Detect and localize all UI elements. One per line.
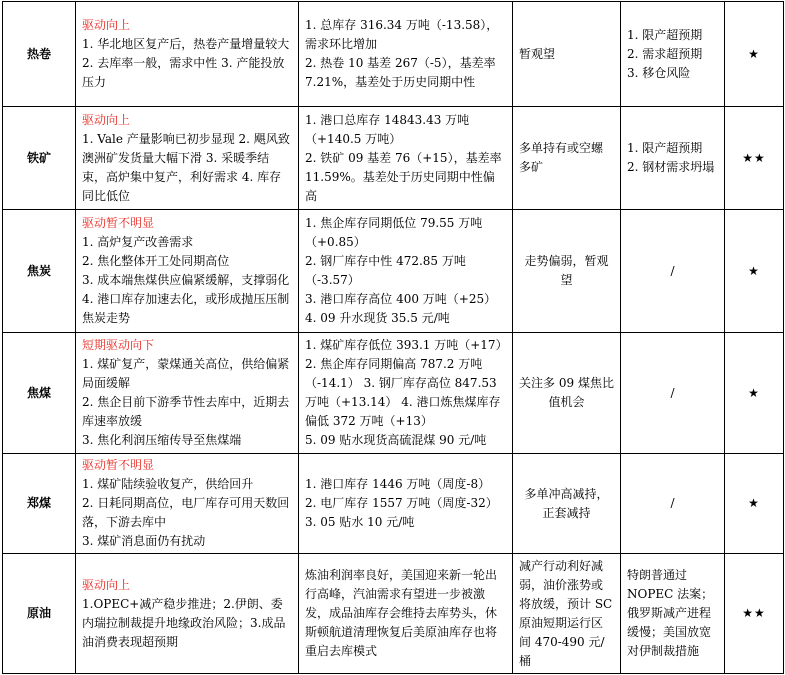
table-row xyxy=(3,333,784,454)
commodity-name: 热卷 xyxy=(3,2,76,107)
data-text: 2. 焦企库存同期偏高 787.2 万吨（-14.1） 3. 钢厂库存高位 847.53 万吨（+13.14） 4. 港口炼焦煤库存偏低 372 万吨（+13） xyxy=(305,357,501,428)
commodity-name: 郑煤 xyxy=(3,454,76,554)
view-cell xyxy=(513,554,621,674)
factor-text: 2. 焦化整体开工处同期高位 xyxy=(82,254,230,268)
commodity-name: 原油 xyxy=(3,554,76,674)
risk-text: 2. 钢材需求坍塌 xyxy=(627,160,715,174)
factor-text: 1.OPEC+减产稳步推进；2.伊朗、委内瑞拉制裁提升地缘政治风险；3.成品油消费表现超预期 xyxy=(82,596,286,649)
data-cell xyxy=(299,2,513,107)
risk-cell xyxy=(621,554,725,674)
commodity-strategy-table xyxy=(2,1,784,674)
table-row xyxy=(3,107,784,210)
factor-text: 3. 焦化利润压缩传导至焦煤端 xyxy=(82,433,242,447)
risk-text: / xyxy=(670,263,675,278)
risk-text: 3. 移仓风险 xyxy=(627,65,691,80)
data-text: 1. 港口库存 1446 万吨（周度-8） xyxy=(305,477,491,491)
factor-text: 3. 煤矿消息面仍有扰动 xyxy=(82,534,206,548)
risk-cell xyxy=(621,2,725,107)
rating-stars: ★★ xyxy=(725,107,784,210)
data-cell xyxy=(299,454,513,554)
data-text: 3. 05 贴水 10 元/吨 xyxy=(305,515,415,529)
table-row xyxy=(3,210,784,333)
driver-factors-cell xyxy=(76,210,299,333)
commodity-name: 铁矿 xyxy=(3,107,76,210)
table-row xyxy=(3,454,784,554)
driver-factors-cell xyxy=(76,333,299,454)
risk-text: 特朗普通过 NOPEC 法案；俄罗斯减产进程缓慢；美国放宽对伊制裁措施 xyxy=(627,568,714,658)
rating-stars: ★ xyxy=(725,454,784,554)
table-row xyxy=(3,554,784,674)
risk-cell xyxy=(621,210,725,333)
risk-cell xyxy=(621,333,725,454)
risk-text: 1. 限产超预期 xyxy=(627,27,703,42)
data-text: 2. 电厂库存 1557 万吨（周度-32） xyxy=(305,496,498,510)
factor-text: 1. Vale 产量影响已初步显现 2. 飓风致澳洲矿发货量大幅下滑 3. 采暖季结束，高炉集中复产，利好需求 4. 库存同比低位 xyxy=(82,131,290,203)
rating-stars: ★ xyxy=(725,333,784,454)
data-text: 1. 焦企库存同期低位 79.55 万吨（+0.85） xyxy=(305,216,483,249)
data-cell xyxy=(299,333,513,454)
rating-stars: ★★ xyxy=(725,554,784,674)
view-text: 走势偏弱，暂观望 xyxy=(524,254,609,287)
driver-direction: 驱动向上 xyxy=(82,577,131,592)
risk-cell xyxy=(621,107,725,210)
data-cell xyxy=(299,210,513,333)
risk-cell xyxy=(621,454,725,554)
driver-factors-cell xyxy=(76,107,299,210)
data-text: 2. 铁矿 09 基差 76（+15），基差率 11.59%。基差处于历史同期中性偏高 xyxy=(305,150,502,203)
risk-text: 1. 限产超预期 xyxy=(627,141,703,155)
commodity-name: 焦炭 xyxy=(3,210,76,333)
view-text: 减产行动利好减弱，油价涨势或将放缓，预计 SC 原油短期运行区间 470-490 元/桶 xyxy=(519,558,613,668)
driver-direction: 驱动暂不明显 xyxy=(82,216,155,230)
driver-factors-cell xyxy=(76,2,299,107)
view-cell xyxy=(513,333,621,454)
driver-direction: 短期驱动向下 xyxy=(82,338,155,352)
data-text: 1. 总库存 316.34 万吨（-13.58），需求环比增加 xyxy=(305,18,499,51)
risk-text: 2. 需求超预期 xyxy=(627,46,703,61)
view-text: 暂观望 xyxy=(519,46,556,61)
data-cell xyxy=(299,107,513,210)
rating-stars: ★ xyxy=(725,210,784,333)
driver-direction: 驱动暂不明显 xyxy=(82,458,155,472)
data-text: 4. 09 升水现货 35.5 元/吨 xyxy=(305,311,450,325)
data-text: 1. 港口总库存 14843.43 万吨（+140.5 万吨） xyxy=(305,112,470,146)
driver-factors-cell xyxy=(76,554,299,674)
view-cell xyxy=(513,454,621,554)
table-row xyxy=(3,2,784,107)
factor-text: 2. 日耗同期高位，电厂库存可用天数回落，下游去库中 xyxy=(82,496,290,529)
view-cell xyxy=(513,2,621,107)
risk-text: / xyxy=(670,385,675,400)
view-text: 关注多 09 煤焦比值机会 xyxy=(519,376,614,409)
driver-factors-cell xyxy=(76,454,299,554)
view-cell xyxy=(513,107,621,210)
view-text: 多单持有或空螺多矿 xyxy=(519,141,604,174)
data-text: 2. 热卷 10 基差 267（-5），基差率 7.21%，基差处于历史同期中性 xyxy=(305,56,496,89)
rating-stars: ★ xyxy=(725,2,784,107)
data-text: 炼油利润率良好，美国迎来新一轮出行高峰，汽油需求有望进一步被激发，成品油库存会维持去库势头，休斯顿航道清理恢复后美原油库存也将重启去库模式 xyxy=(305,568,498,658)
data-text: 2. 钢厂库存中性 472.85 万吨（-3.57） xyxy=(305,254,466,287)
risk-text: / xyxy=(670,496,675,510)
factor-text: 3. 成本端焦煤供应偏紧缓解，支撑弱化 4. 港口库存加速去化，或形成抛压压制焦炭走势 xyxy=(82,273,290,325)
data-text: 3. 港口库存高位 400 万吨（+25） xyxy=(305,292,497,306)
view-text: 多单冲高减持， xyxy=(524,486,609,501)
factor-text: 2. 焦企目前下游季节性去库中，近期去库速率放缓 xyxy=(82,395,290,428)
factor-text: 1. 华北地区复产后，热卷产量增量较大 2. 去库率一般，需求中性 3. 产能投放压力 xyxy=(82,37,290,89)
data-cell xyxy=(299,554,513,674)
factor-text: 1. 煤矿陆续验收复产，供给回升 xyxy=(82,477,254,491)
factor-text: 1. 煤矿复产，蒙煤通关高位，供给偏紧局面缓解 xyxy=(82,357,290,390)
commodity-name: 焦煤 xyxy=(3,333,76,454)
data-text: 1. 煤矿库存低位 393.1 万吨（+17） xyxy=(305,338,508,352)
factor-text: 1. 高炉复产改善需求 xyxy=(82,235,194,249)
table-body xyxy=(3,2,784,674)
driver-direction: 驱动向上 xyxy=(82,112,131,127)
driver-direction: 驱动向上 xyxy=(82,18,131,32)
view-cell xyxy=(513,210,621,333)
view-text: 正套减持 xyxy=(542,505,591,520)
data-text: 5. 09 贴水现货高硫混煤 90 元/吨 xyxy=(305,433,487,447)
